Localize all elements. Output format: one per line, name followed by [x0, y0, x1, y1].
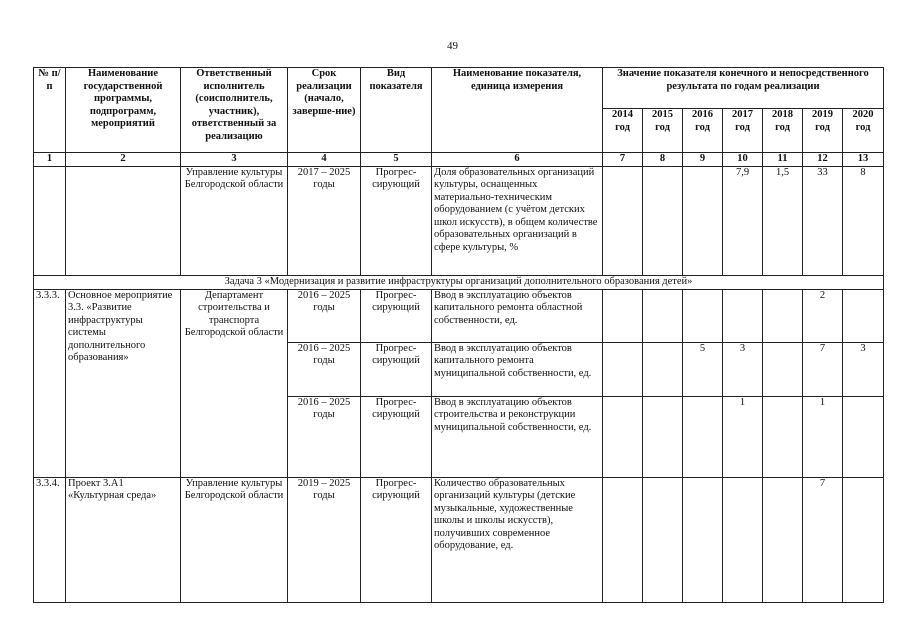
- header-term: Срок реализации (начало, заверше-ние): [288, 68, 361, 153]
- block-334-num: 3.3.4.: [34, 477, 66, 602]
- block-333-indicator: Ввод в эксплуатацию объектов строительства и реконструкции муниципальной собственности, ед.: [432, 396, 603, 477]
- col-num-4: 4: [288, 153, 361, 167]
- header-row: [34, 68, 884, 109]
- col-num-5: 5: [361, 153, 432, 167]
- col-num-10: 10: [723, 153, 763, 167]
- value-2016: [683, 166, 723, 275]
- table-row: [34, 166, 884, 275]
- value-2016: [683, 396, 723, 477]
- value-2015: [643, 342, 683, 396]
- year-2020: 2020 год: [843, 109, 884, 153]
- col-num-2: 2: [66, 153, 181, 167]
- header-name: Наименование государственной программы, подпрограмм, мероприятий: [66, 68, 181, 153]
- block-334-name: Проект 3.А1 «Культурная среда»: [66, 477, 181, 602]
- value-2016: [683, 289, 723, 342]
- block-333-executor: Департамент строительства и транспорта Белгородской области: [181, 289, 288, 477]
- year-2017: 2017 год: [723, 109, 763, 153]
- value-2017: 7,9: [723, 166, 763, 275]
- col-num-13: 13: [843, 153, 884, 167]
- year-2016: 2016 год: [683, 109, 723, 153]
- value-2017: [723, 477, 763, 602]
- value-2015: [643, 166, 683, 275]
- table-row: [34, 289, 884, 342]
- value-2017: 1: [723, 396, 763, 477]
- value-2018: [763, 477, 803, 602]
- block-333-num: 3.3.3.: [34, 289, 66, 477]
- value-2018: [763, 289, 803, 342]
- year-2015: 2015 год: [643, 109, 683, 153]
- col-num-9: 9: [683, 153, 723, 167]
- value-2020: [843, 396, 884, 477]
- header-executor: Ответственный исполнитель (соисполнитель, участник), ответственный за реализацию: [181, 68, 288, 153]
- col-num-11: 11: [763, 153, 803, 167]
- value-2015: [643, 396, 683, 477]
- value-2019: 2: [803, 289, 843, 342]
- block-333-term: 2016 – 2025 годы: [288, 396, 361, 477]
- row-term: 2017 – 2025 годы: [288, 166, 361, 275]
- col-num-7: 7: [603, 153, 643, 167]
- header-num: № п/п: [34, 68, 66, 153]
- table-row: [34, 477, 884, 602]
- block-334-kind: Прогрес-сирующий: [361, 477, 432, 602]
- value-2016: 5: [683, 342, 723, 396]
- value-2014: [603, 396, 643, 477]
- value-2019: 33: [803, 166, 843, 275]
- row-name-cell: [66, 166, 181, 275]
- task-title: Задача 3 «Модернизация и развитие инфраструктуры организаций дополнительного образования детей»: [34, 275, 884, 289]
- block-333-name: Основное мероприятие 3.3. «Развитие инфраструктуры системы дополнительного образования»: [66, 289, 181, 477]
- value-2019: 7: [803, 342, 843, 396]
- block-334-term: 2019 – 2025 годы: [288, 477, 361, 602]
- block-333-term: 2016 – 2025 годы: [288, 342, 361, 396]
- page-number: 49: [447, 40, 458, 52]
- col-num-6: 6: [432, 153, 603, 167]
- value-2015: [643, 289, 683, 342]
- value-2018: 1,5: [763, 166, 803, 275]
- header-values-title: Значение показателя конечного и непосредственного результата по годам реализации: [603, 68, 884, 109]
- block-333-indicator: Ввод в эксплуатацию объектов капитального ремонта муниципальной собственности, ед.: [432, 342, 603, 396]
- row-indicator: Доля образовательных организаций культуры, оснащенных материально-техническим оборудованием (с учётом детских школ искусств), в общем количестве образовательных организаций в сфере культуры, %: [432, 166, 603, 275]
- value-2019: 1: [803, 396, 843, 477]
- indicators-table: [33, 67, 884, 603]
- value-2014: [603, 166, 643, 275]
- column-numbers-row: [34, 153, 884, 167]
- value-2014: [603, 289, 643, 342]
- block-333-kind: Прогрес-сирующий: [361, 396, 432, 477]
- value-2020: 3: [843, 342, 884, 396]
- row-kind: Прогрес-сирующий: [361, 166, 432, 275]
- value-2020: 8: [843, 166, 884, 275]
- value-2017: [723, 289, 763, 342]
- value-2014: [603, 342, 643, 396]
- col-num-3: 3: [181, 153, 288, 167]
- value-2015: [643, 477, 683, 602]
- block-333-kind: Прогрес-сирующий: [361, 289, 432, 342]
- block-333-indicator: Ввод в эксплуатацию объектов капитального ремонта областной собственности, ед.: [432, 289, 603, 342]
- block-334-indicator: Количество образовательных организаций культуры (детские музыкальные, художественные школы и школы искусств), получивших современное оборудование, ед.: [432, 477, 603, 602]
- value-2020: [843, 477, 884, 602]
- value-2016: [683, 477, 723, 602]
- value-2018: [763, 396, 803, 477]
- col-num-12: 12: [803, 153, 843, 167]
- block-334-executor: Управление культуры Белгородской области: [181, 477, 288, 602]
- col-num-8: 8: [643, 153, 683, 167]
- block-333-term: 2016 – 2025 годы: [288, 289, 361, 342]
- value-2017: 3: [723, 342, 763, 396]
- value-2014: [603, 477, 643, 602]
- block-333-kind: Прогрес-сирующий: [361, 342, 432, 396]
- year-2019: 2019 год: [803, 109, 843, 153]
- col-num-1: 1: [34, 153, 66, 167]
- value-2019: 7: [803, 477, 843, 602]
- header-indicator: Наименование показателя, единица измерения: [432, 68, 603, 153]
- row-executor: Управление культуры Белгородской области: [181, 166, 288, 275]
- value-2020: [843, 289, 884, 342]
- value-2018: [763, 342, 803, 396]
- row-num-cell: [34, 166, 66, 275]
- header-kind: Вид показателя: [361, 68, 432, 153]
- year-2014: 2014 год: [603, 109, 643, 153]
- year-2018: 2018 год: [763, 109, 803, 153]
- task-row: [34, 275, 884, 289]
